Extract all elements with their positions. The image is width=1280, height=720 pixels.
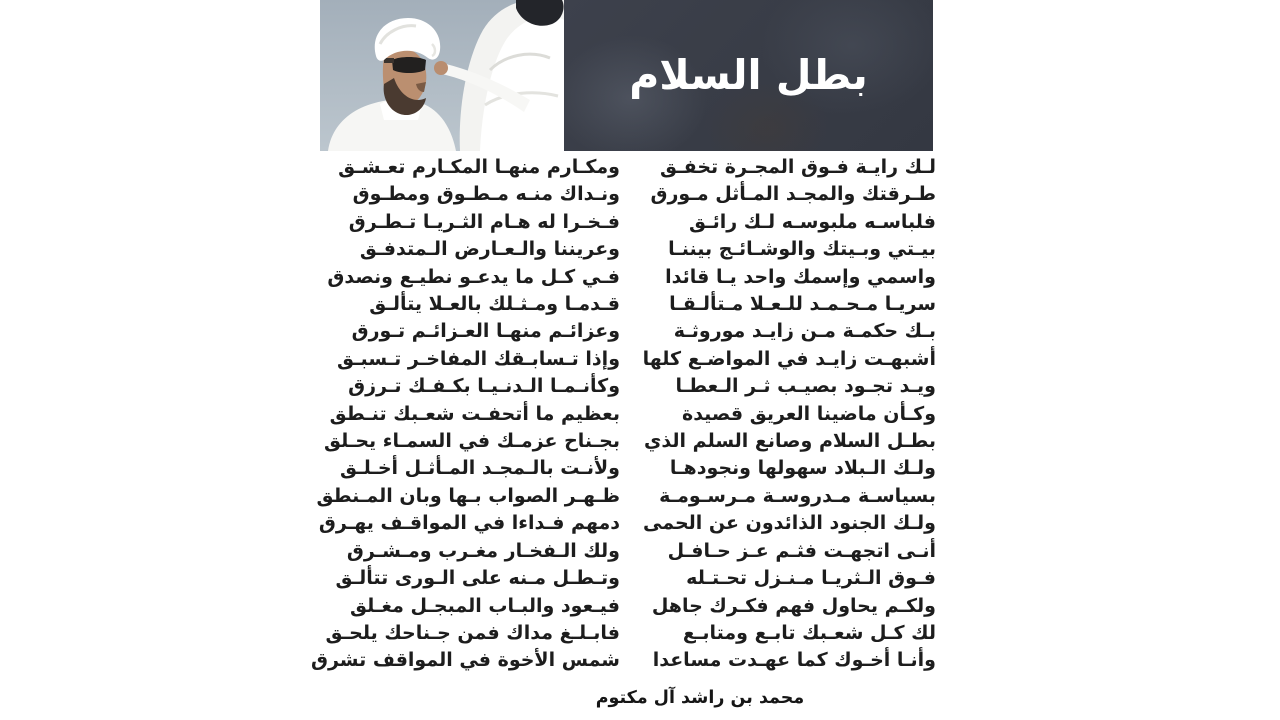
poem-line: وعزائـم منهـا العـزائـم تـورق <box>351 320 620 343</box>
poem-line: ولـك الجنود الذائدون عن الحمى <box>643 512 936 535</box>
poem-column-second <box>310 154 620 675</box>
poem-line: فـوق الـثريـا مـنـزل تحـتـله <box>686 567 936 590</box>
poem-line: بيـتي وبـيتك والوشـائـج بيننـا <box>668 238 936 261</box>
header-photo <box>320 0 564 151</box>
poem-line: طـرقتك والمجـد المـأثل مـورق <box>650 183 936 206</box>
poem-line: فابـلـغ مداك فمن جـناحك يلحـق <box>325 621 620 644</box>
poem-line: ولـك الـبلاد سهولها ونجودهـا <box>669 457 936 480</box>
poem-line: فـخـرا له هـام الثـريـا تـطـرق <box>348 210 620 233</box>
sheikhs-photo-illustration <box>320 0 564 151</box>
poem-line: ولأنـت بالـمجـد المـأثـل أخـلـق <box>339 457 620 480</box>
title-panel <box>564 0 933 151</box>
poem-line: وأنـا أخـوك كما عهـدت مساعدا <box>652 649 936 672</box>
poster-title: بطل السلام <box>629 51 868 99</box>
attribution: محمد بن راشد آل مكتوم <box>595 688 805 708</box>
poem-line: شمس الأخوة في المواقف تشرق <box>310 649 620 672</box>
poem-line: ومكـارم منهـا المكـارم تعـشـق <box>338 156 620 178</box>
poem-line: بـك حكمـة مـن زايـد موروثـة <box>673 320 936 343</box>
poem-line: أنـى اتجهـت فثـم عـز حـافـل <box>667 539 936 562</box>
poem-line: فيـعود والبـاب المبجـل مغـلق <box>349 594 620 617</box>
poem-line: فلباسـه ملبوسـه لـك رائـق <box>688 210 936 233</box>
poem-line: ونـداك منـه مـطـوق ومطـوق <box>352 183 620 206</box>
poem-line: لـك رايـة فـوق المجـرة تخفـق <box>660 156 936 178</box>
poem-line: أشبهـت زايـد في المواضـع كلها <box>642 347 936 370</box>
poem-line: وإذا تـسابـقك المفاخـر تـسبـق <box>336 347 620 370</box>
poem-line: وتـطـل مـنه على الـورى تتألـق <box>335 567 620 590</box>
poem-line: بجـناح عزمـك في السمـاء يحـلق <box>323 430 620 453</box>
poem-line: دمهم فـداءا في المواقـف يهـرق <box>318 512 620 535</box>
poem-line: ولك الـفخـار مغـرب ومـشـرق <box>346 539 620 562</box>
poem-line: ولكـم يحاول فهم فكـرك جاهل <box>651 594 936 617</box>
poem-line: بعظيم ما أتحفـت شعـبك تنـطق <box>329 402 620 425</box>
poem-line: بطـل السلام وصانع السلم الذي <box>644 430 936 453</box>
poem-column-first <box>640 154 936 675</box>
poem-line: وعريننا والـعـارض الـمتدفـق <box>359 238 620 261</box>
hand <box>434 61 448 75</box>
poem-line: فـي كـل ما يدعـو نطيـع ونصدق <box>327 265 620 288</box>
poem-line: سريـا مـحـمـد للـعـلا مـتألـقـا <box>669 293 936 316</box>
poem-line: واسمي وإسمك واحد يـا قائدا <box>665 265 936 288</box>
poem-line: ويـد تجـود بصيـب ثـر الـعطـا <box>675 375 936 398</box>
poem-line: ظـهـر الصواب بـها وبان المـنطق <box>316 484 620 507</box>
poem-line: وكـأن ماضينا العريق قصيدة <box>681 402 936 425</box>
poem-line: بسياسـة مـدروسـة مـرسـومـة <box>659 484 936 507</box>
poem-line: لك كـل شعـبك تابـع ومتابـع <box>682 621 936 644</box>
sunglasses <box>392 57 426 73</box>
poem-line: قـدمـا ومـثـلك بالعـلا يتألـق <box>369 293 620 316</box>
poem-line: وكأنـمـا الـدنـيـا بكـفـك تـرزق <box>348 375 620 398</box>
